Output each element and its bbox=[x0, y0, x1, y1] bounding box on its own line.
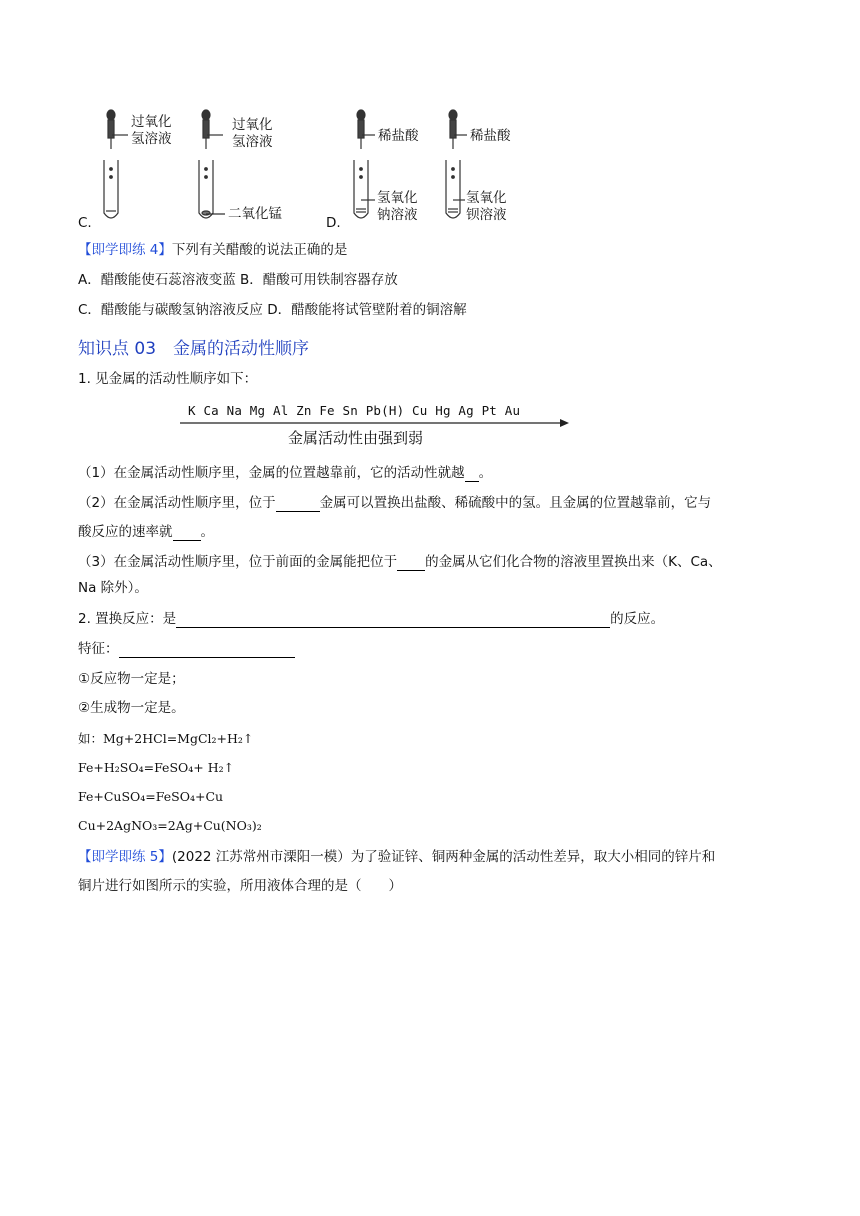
practice4-question bbox=[78, 241, 347, 259]
equation-1: 如：Mg+2HCl=MgCl₂+H₂↑ bbox=[78, 731, 254, 746]
practice4-option-cd: C．醋酸能与碳酸氢钠溶液反应 D．醋酸能将试管壁附着的铜溶解 bbox=[78, 302, 467, 318]
dropper-3 bbox=[357, 110, 365, 149]
blank-2 bbox=[276, 497, 320, 512]
tube3-solution-label: 氢氧化 钠溶液 bbox=[377, 190, 418, 223]
practice4-text: 下列有关醋酸的说法正确的是 bbox=[171, 242, 348, 258]
practice5-text-2: 铜片进行如图所示的实验，所用液体合理的是（ ） bbox=[78, 878, 402, 894]
point2-feature-2: ②生成物一定是。 bbox=[78, 700, 185, 716]
practice5-text-1: (2022 江苏常州市溧阳一模）为了验证锌、铜两种金属的活动性差异，取大小相同的锌片和 bbox=[171, 849, 716, 865]
point2-definition: 2. 置换反应：是 的反应。 bbox=[78, 611, 665, 627]
activity-series-text: K Ca Na Mg Al Zn Fe Sn Pb(H) Cu Hg Ag Pt Au bbox=[188, 403, 521, 418]
practice5-question bbox=[78, 848, 715, 866]
tube2-solid-label: 二氧化锰 bbox=[228, 206, 282, 222]
point2-feature-1: ①反应物一定是； bbox=[78, 671, 185, 687]
equation-3: Fe+CuSO₄=FeSO₄+Cu bbox=[78, 789, 224, 804]
blank-3 bbox=[173, 526, 201, 541]
option-c-label: C. bbox=[78, 215, 92, 231]
point1-item2-cont: 酸反应的速率就 。 bbox=[78, 524, 214, 540]
tube2-reagent-label: 过氧化 氢溶液 bbox=[232, 117, 273, 150]
activity-series-figure bbox=[180, 403, 570, 447]
practice4-option-ab: A．醋酸能使石蕊溶液变蓝 B．醋酸可用铁制容器存放 bbox=[78, 272, 398, 288]
point2-feature: 特征： bbox=[78, 640, 295, 658]
practice4-tag: 【即学即练 4】 bbox=[78, 242, 172, 258]
equation-4: Cu+2AgNO₃=2Ag+Cu(NO₃)₂ bbox=[78, 818, 262, 833]
tube1-reagent-label: 过氧化 氢溶液 bbox=[131, 114, 172, 147]
point1-item1: （1）在金属活动性顺序里，金属的位置越靠前，它的活动性就越 。 bbox=[78, 465, 493, 481]
equation-2: Fe+H₂SO₄=FeSO₄+ H₂↑ bbox=[78, 760, 235, 775]
dropper-2 bbox=[202, 110, 210, 149]
dropper-1 bbox=[107, 110, 115, 149]
tube3-reagent-label: 稀盐酸 bbox=[378, 128, 419, 144]
blank-1 bbox=[465, 467, 479, 482]
tube4-solution-label: 氢氧化 钡溶液 bbox=[466, 190, 507, 223]
point1-intro: 1. 见金属的活动性顺序如下： bbox=[78, 371, 258, 387]
blank-5 bbox=[176, 613, 610, 628]
blank-4 bbox=[397, 556, 425, 571]
practice5-tag: 【即学即练 5】 bbox=[78, 849, 172, 865]
arrow-caption: 金属活动性由强到弱 bbox=[288, 429, 424, 447]
dropper-4 bbox=[449, 110, 457, 149]
option-d-label: D. bbox=[326, 215, 341, 231]
point1-item3-cont: Na 除外）。 bbox=[78, 580, 148, 596]
blank-6 bbox=[119, 643, 295, 658]
point1-item3: （3）在金属活动性顺序里，位于前面的金属能把位于 的金属从它们化合物的溶液里置换出来（K、Ca、 bbox=[78, 554, 722, 570]
section-title: 知识点 03 金属的活动性顺序 bbox=[78, 339, 310, 359]
tube4-reagent-label: 稀盐酸 bbox=[470, 128, 511, 144]
point1-item2: （2）在金属活动性顺序里，位于 金属可以置换出盐酸、稀硫酸中的氢。且金属的位置越靠前，它与 bbox=[78, 495, 712, 511]
